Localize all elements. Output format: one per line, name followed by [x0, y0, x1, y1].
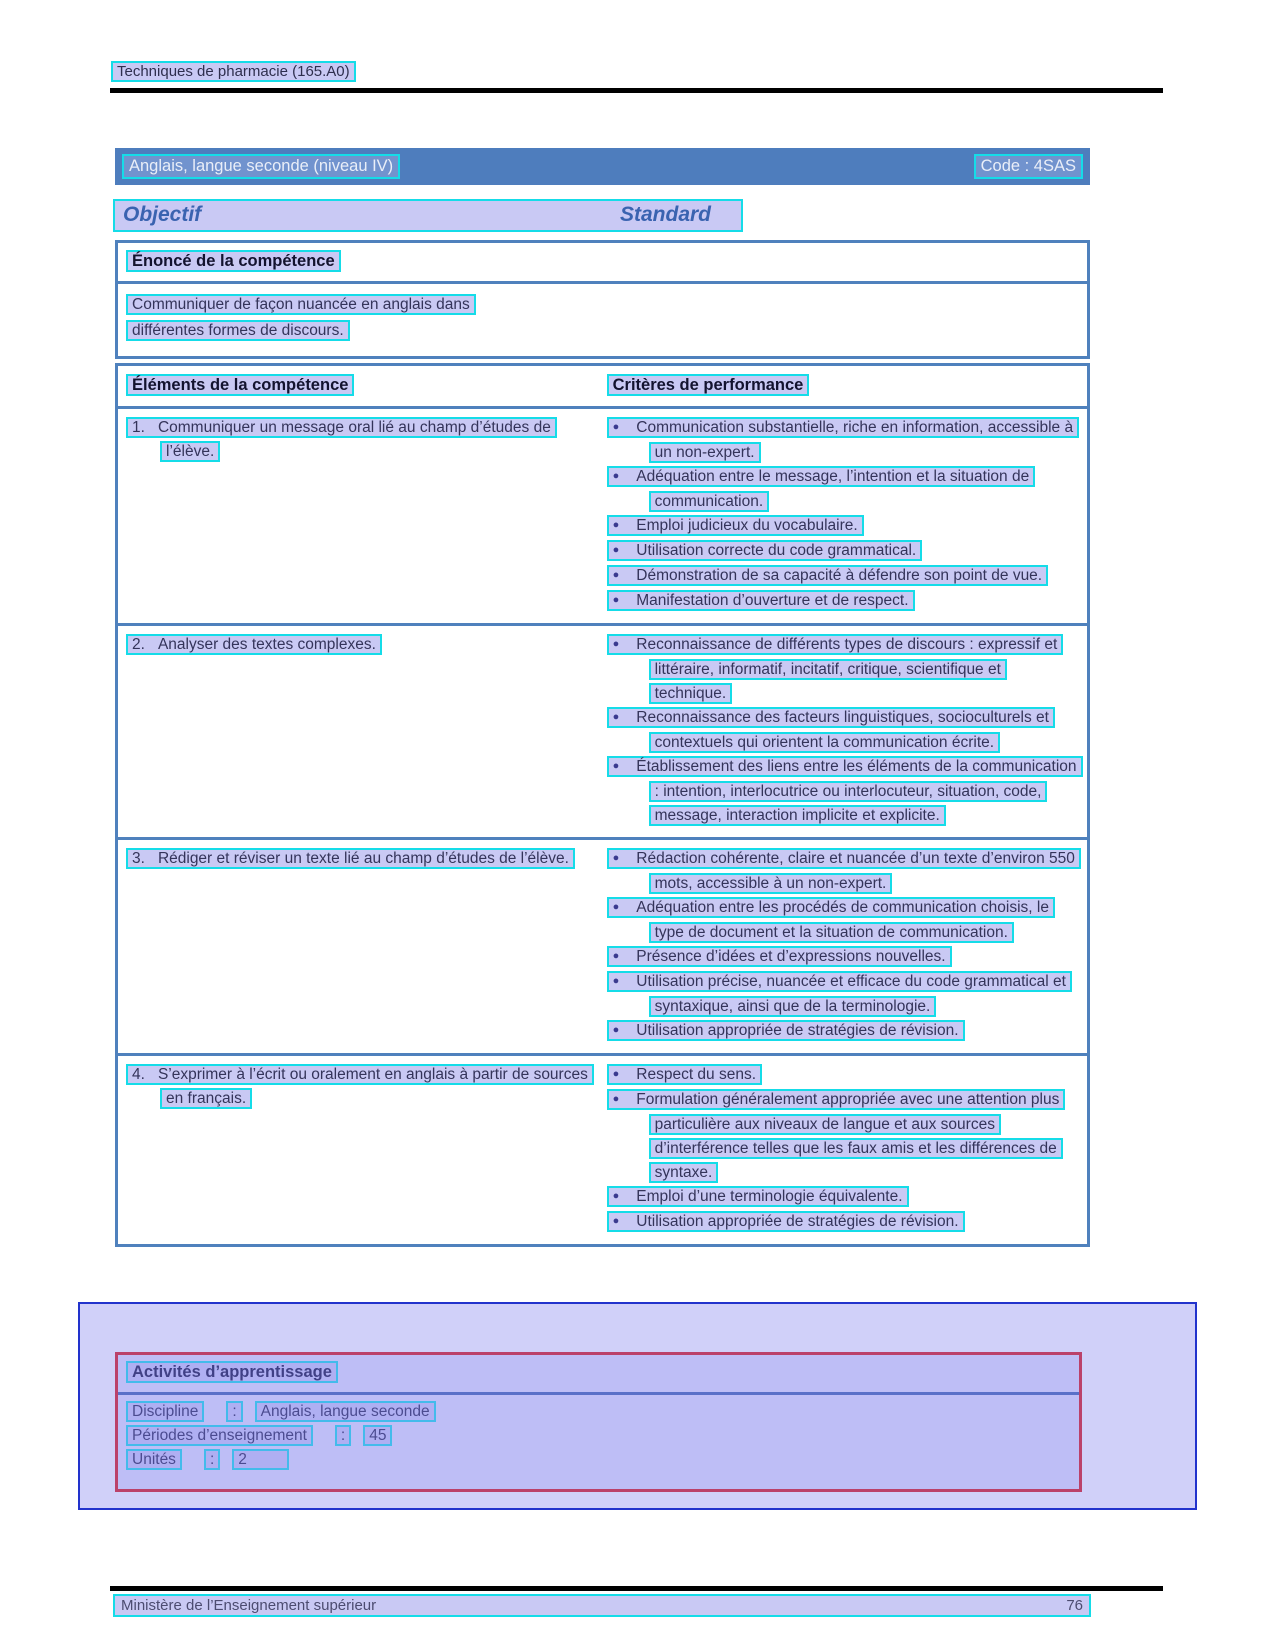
bullet-icon: ●: [612, 1068, 620, 1080]
column-header-elements: Éléments de la compétence: [126, 374, 354, 396]
bullet-icon: ●: [612, 760, 620, 772]
element-item: [126, 633, 589, 657]
bullet-icon: ●: [612, 594, 620, 606]
criteria-item: [607, 1185, 1077, 1210]
criteria-text: Adéquation entre les procédés de communication choisis, le type de document et la situation de communication.: [636, 899, 1049, 941]
criteria-text: Emploi d’une terminologie équivalente.: [636, 1188, 903, 1205]
criteria-cell: [599, 840, 1087, 1053]
table-row: [118, 840, 1087, 1056]
activites-row: [126, 1451, 1071, 1469]
activites-row: [126, 1427, 1071, 1445]
criteria-text: Adéquation entre le message, l’intention et la situation de communication.: [636, 468, 1030, 510]
element-number: 4.: [132, 1066, 145, 1083]
bullet-icon: ●: [612, 1215, 620, 1227]
row-separator: :: [204, 1449, 220, 1470]
element-item: [126, 847, 589, 871]
bullet-icon: ●: [612, 544, 620, 556]
doc-header: [111, 63, 356, 80]
criteria-item: [607, 564, 1077, 589]
row-label: Unités: [126, 1449, 182, 1470]
criteria-cell: [599, 409, 1087, 623]
enonce-table-body: [118, 284, 699, 356]
criteria-item: [607, 416, 1077, 465]
criteria-list: [607, 416, 1077, 614]
bullet-icon: ●: [612, 470, 620, 482]
criteria-text: Manifestation d’ouverture et de respect.: [636, 592, 909, 609]
criteria-text: Formulation généralement appropriée avec une attention plus particulière aux niveaux de langue et aux sources d’interférence telles que les faux amis et les différences de syntaxe.: [636, 1091, 1060, 1181]
activites-row: [126, 1403, 1071, 1421]
criteria-item: [607, 589, 1077, 614]
element-item: [126, 416, 589, 464]
enonce-line: Communiquer de façon nuancée en anglais dans: [126, 292, 691, 317]
criteria-text: Communication substantielle, riche en information, accessible à un non-expert.: [636, 419, 1074, 461]
enonce-table: [115, 240, 1090, 359]
bullet-icon: ●: [612, 901, 620, 913]
competence-table: [115, 363, 1090, 1247]
column-header-criteres-cell: [599, 366, 1087, 406]
criteria-item: [607, 896, 1077, 945]
row-value: 45: [363, 1425, 392, 1446]
element-number: 2.: [132, 636, 145, 653]
criteria-text: Reconnaissance de différents types de discours : expressif et littéraire, informatif, incitatif, critique, scientifique et technique.: [636, 636, 1058, 702]
criteria-item: [607, 706, 1077, 755]
enonce-title: Énoncé de la compétence: [126, 250, 341, 272]
competence-table-header-row: [118, 366, 1087, 409]
criteria-text: Reconnaissance des facteurs linguistiques, socioculturels et contextuels qui orientent la communication écrite.: [636, 709, 1049, 751]
element-item: [126, 1063, 589, 1111]
bullet-icon: ●: [612, 421, 620, 433]
criteria-list: [607, 1063, 1077, 1235]
enonce-table-header: [118, 243, 1087, 284]
row-separator: :: [335, 1425, 351, 1446]
row-value: 2: [232, 1449, 289, 1470]
criteria-text: Respect du sens.: [636, 1066, 757, 1083]
criteria-item: [607, 633, 1077, 706]
standard-heading: Standard: [619, 203, 711, 226]
criteria-cell: [599, 1056, 1087, 1244]
element-cell: [118, 840, 599, 1053]
element-text: Analyser des textes complexes.: [157, 636, 376, 653]
footer-text: Ministère de l’Enseignement supérieur: [121, 1597, 377, 1614]
column-header-criteres: Critères de performance: [607, 374, 810, 396]
activites-box: [115, 1352, 1082, 1492]
bullet-icon: ●: [612, 975, 620, 987]
header-rule: [110, 88, 1163, 93]
element-text: S’exprimer à l’écrit ou oralement en anglais à partir de sources en français.: [157, 1066, 588, 1107]
criteria-item: [607, 1019, 1077, 1044]
bullet-icon: ●: [612, 638, 620, 650]
criteria-list: [607, 847, 1077, 1044]
bullet-icon: ●: [612, 1024, 620, 1036]
bullet-icon: ●: [612, 852, 620, 864]
row-value: Anglais, langue seconde: [255, 1401, 436, 1422]
criteria-text: Utilisation correcte du code grammatical.: [636, 542, 917, 559]
row-label: Périodes d’enseignement: [126, 1425, 313, 1446]
criteria-item: [607, 847, 1077, 896]
course-title-bar: [115, 148, 1090, 185]
criteria-item: [607, 514, 1077, 539]
criteria-cell: [599, 626, 1087, 837]
section-headings-row: [113, 199, 743, 232]
page-number: 76: [1066, 1597, 1083, 1614]
bullet-icon: ●: [612, 1190, 620, 1202]
criteria-item: [607, 1210, 1077, 1235]
element-text: Communiquer un message oral lié au champ d’études de l’élève.: [157, 419, 551, 460]
criteria-text: Emploi judicieux du vocabulaire.: [636, 517, 858, 534]
activites-body: [118, 1395, 1079, 1489]
table-row: [118, 409, 1087, 626]
course-title: Anglais, langue seconde (niveau IV): [122, 154, 400, 179]
element-cell: [118, 626, 599, 837]
doc-header-text: Techniques de pharmacie (165.A0): [111, 61, 356, 82]
bullet-icon: ●: [612, 1093, 620, 1105]
bullet-icon: ●: [612, 519, 620, 531]
criteria-list: [607, 633, 1077, 828]
footer-bar: [113, 1594, 1091, 1617]
criteria-text: Présence d’idées et d’expressions nouvelles.: [636, 948, 946, 965]
element-text: Rédiger et réviser un texte lié au champ d’études de l’élève.: [157, 850, 569, 867]
bullet-icon: ●: [612, 569, 620, 581]
criteria-text: Établissement des liens entre les éléments de la communication : intention, interlocutrice ou interlocuteur, situation, code, message, interaction implicite et explicite.: [636, 758, 1077, 824]
course-code: Code : 4SAS: [974, 154, 1083, 179]
criteria-text: Démonstration de sa capacité à défendre son point de vue.: [636, 567, 1043, 584]
criteria-text: Utilisation appropriée de stratégies de révision.: [636, 1022, 959, 1039]
bullet-icon: ●: [612, 950, 620, 962]
criteria-item: [607, 1088, 1077, 1185]
criteria-item: [607, 945, 1077, 970]
criteria-item: [607, 970, 1077, 1019]
table-row: [118, 1056, 1087, 1244]
element-number: 1.: [132, 419, 145, 436]
criteria-text: Rédaction cohérente, claire et nuancée d’un texte d’environ 550 mots, accessible à un non-expert.: [636, 850, 1075, 892]
row-label: Discipline: [126, 1401, 204, 1422]
enonce-line: différentes formes de discours.: [126, 318, 691, 343]
criteria-item: [607, 755, 1077, 828]
element-cell: [118, 409, 599, 623]
criteria-text: Utilisation appropriée de stratégies de révision.: [636, 1213, 959, 1230]
activites-header: [118, 1355, 1079, 1395]
criteria-text: Utilisation précise, nuancée et efficace du code grammatical et syntaxique, ainsi que de la terminologie.: [636, 973, 1066, 1015]
objectif-heading: Objectif: [123, 203, 202, 226]
row-separator: :: [226, 1401, 242, 1422]
element-cell: [118, 1056, 599, 1244]
footer-rule: [110, 1586, 1163, 1591]
activites-title: Activités d’apprentissage: [126, 1361, 338, 1383]
element-number: 3.: [132, 850, 145, 867]
bullet-icon: ●: [612, 711, 620, 723]
criteria-item: [607, 539, 1077, 564]
criteria-item: [607, 1063, 1077, 1088]
criteria-item: [607, 465, 1077, 514]
objectif-standard-heading-box: [113, 199, 743, 232]
table-row: [118, 626, 1087, 840]
column-header-elements-cell: [118, 366, 599, 406]
